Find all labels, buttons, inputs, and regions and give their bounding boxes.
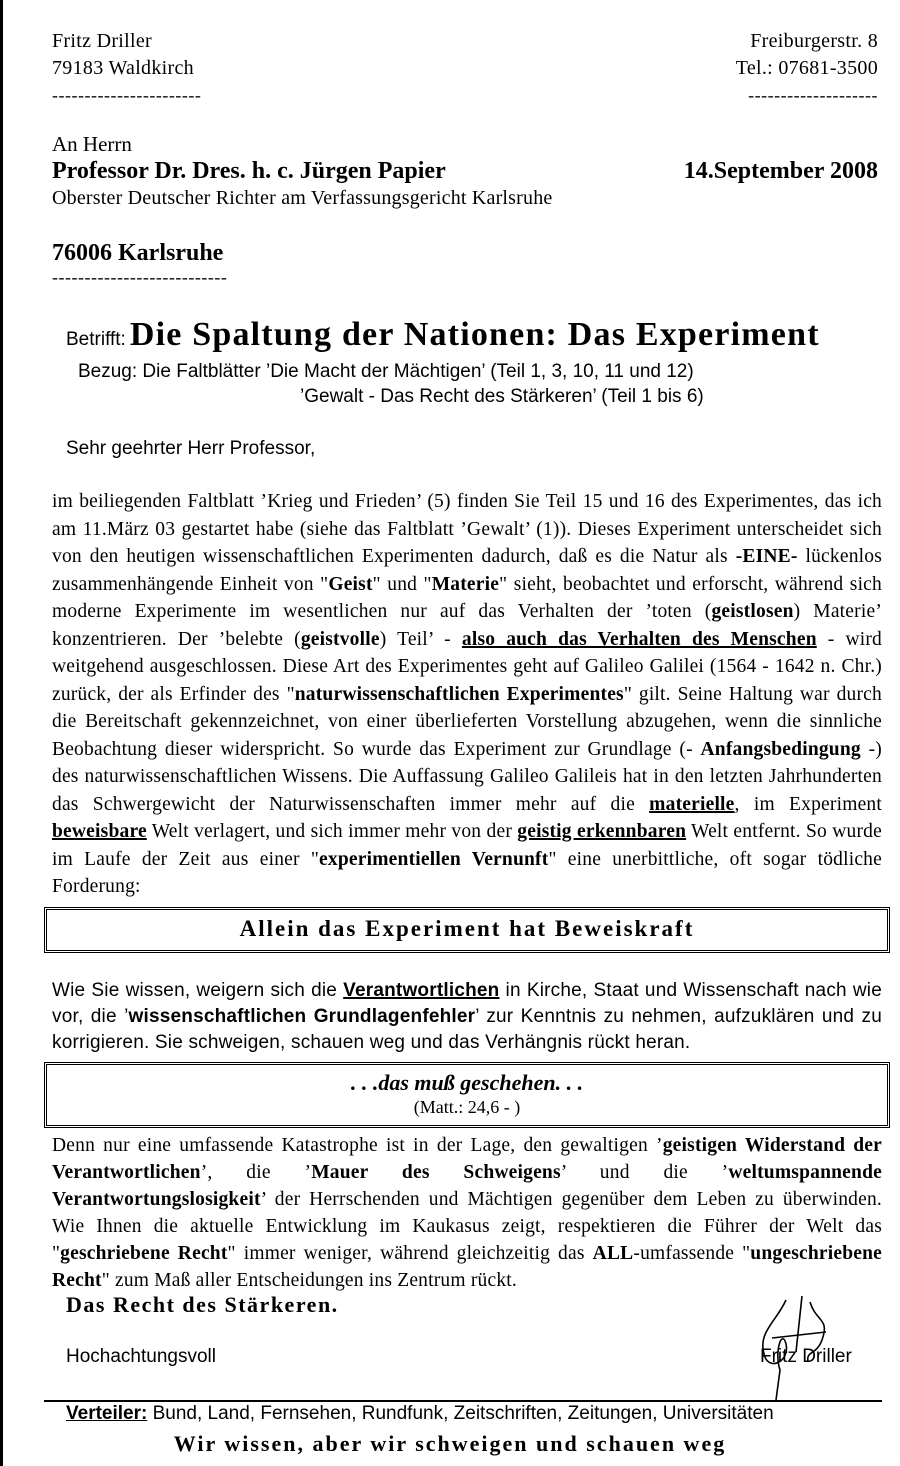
signoff: Hochachtungsvoll — [66, 1346, 216, 1367]
contact-divider: -------------------- — [748, 85, 878, 105]
text-run: ’ der Herrschenden und Mächtigen gegenüber dem Leben zu überwinden. Wie Ihnen die aktuelle Entwicklung im Kaukasus zeigt, respektieren die Führer der Welt das " — [52, 1189, 882, 1264]
text-run: Welt verlagert, und sich immer mehr von der — [146, 821, 518, 842]
subject-label: Betrifft: — [66, 329, 126, 350]
highlight-box: Allein das Experiment hat Beweiskraft — [44, 907, 890, 953]
left-margin-rule — [0, 0, 3, 1466]
distribution-line — [66, 1403, 774, 1425]
reference-line-2: ’Gewalt - Das Recht des Stärkeren’ (Teil 1 bis 6) — [300, 386, 704, 407]
text-run: " immer weniger, während gleichzeitig das — [227, 1243, 593, 1264]
sender-phone: Tel.: 07681-3500 — [735, 57, 878, 79]
letter-date: 14.September 2008 — [683, 158, 878, 184]
recipient-city-text: 76006 Karlsruhe — [52, 240, 224, 266]
recipient-salutation: An Herrn — [52, 132, 132, 156]
reference-line-1: Bezug: Die Faltblätter ’Die Macht der Mächtigen’ (Teil 1, 3, 10, 11 und 12) — [78, 361, 694, 382]
body-paragraph-2 — [52, 978, 882, 1056]
greeting: Sehr geehrter Herr Professor, — [66, 438, 316, 459]
bold-run: ALL — [592, 1243, 634, 1264]
text-run: im beiliegenden Faltblatt ’Krieg und Frieden’ (5) finden Sie Teil 15 und 16 des Experimentes, das ich am 11.März 03 gestartet habe (siehe das Faltblatt ’Gewalt’ (1)). Dieses Experiment unterscheidet sich von den heutigen wissenschaftlichen Experimenten dadurch, daß es die Natur als — [52, 491, 882, 567]
quote-text: . . .das muß geschehen. . . — [350, 1070, 584, 1095]
underlined-run: materielle — [649, 793, 735, 815]
text-run: ) Teil’ - — [379, 628, 462, 650]
text-run: " und " — [372, 573, 432, 595]
bold-run: Anfangsbedingung — [700, 738, 861, 760]
text-run: , im Experiment — [734, 793, 882, 815]
bold-run: geschriebene Recht — [60, 1243, 228, 1264]
text-run: Denn nur eine umfassende Katastrophe ist in der Lage, den gewaltigen ’ — [52, 1135, 663, 1156]
text-run: ’, die ’ — [200, 1162, 312, 1183]
text-run: Welt entfernt. So wurde im Laufe der Zeit aus einer " — [52, 821, 882, 870]
text-run: " eine unerbittliche, oft sogar tödliche Forderung: — [52, 848, 882, 897]
quote-citation: (Matt.: 24,6 - ) — [413, 1097, 521, 1117]
contact-block — [736, 28, 878, 109]
text-run: - wird weitgehend ausgeschlossen. Diese Art des Experimentes geht auf Galileo Galilei (1564 - 1642 n. Chr.) zurück, der als Erfinder des " — [52, 628, 883, 705]
recipient-name: Professor Dr. Dres. h. c. Jürgen Papier — [52, 158, 446, 184]
underlined-run: geistig erkennbaren — [517, 821, 687, 842]
text-run: in Kirche, Staat und Wissenschaft nach wie vor, die ’ — [52, 980, 882, 1027]
bold-run: geistigen Widerstand der Verantwortlichen — [52, 1135, 883, 1183]
recipient-city — [52, 240, 227, 288]
underlined-run: beweisbare — [52, 821, 147, 842]
text-run: " sieht, beobachtet und erforscht, während sich moderne Experimente im wesentlichen nur auf das Verhalten der ’toten ( — [52, 573, 882, 622]
recipient-role: Oberster Deutscher Richter am Verfassungsgericht Karlsruhe — [52, 187, 553, 209]
bold-run: geistlosen — [711, 601, 794, 622]
underlined-run: also auch das Verhalten des Menschen — [461, 628, 817, 650]
bold-run: weltumspannende Verantwortungslosigkeit — [52, 1162, 882, 1210]
underlined-run: Verantwortlichen — [343, 980, 500, 1001]
text-run: -) des naturwissenschaftlichen Wissens. Die Auffassung Galileo Galileis hat in den letzten Jahrhunderten das Schwergewicht der Naturwissenschaften immer mehr auf die — [52, 738, 882, 815]
body-paragraph-3 — [52, 1132, 882, 1294]
bold-run: wissenschaftlichen Grundlagenfehler — [128, 1006, 476, 1027]
signature-name: Fritz Driller — [760, 1346, 852, 1367]
text-run: " zum Maß aller Entscheidungen ins Zentrum rückt. — [101, 1270, 517, 1291]
bold-run: experimentiellen Vernunft — [319, 848, 549, 870]
text-run: " gilt. Seine Haltung war durch die Bereitschaft gekennzeichnet, von einer überlieferten Vorstellung abzugehen, wenn die sinnliche Beobachtung dieser widerspricht. So wurde das Experiment zur Grundlage (- — [52, 683, 882, 760]
sender-name: Fritz Driller — [52, 30, 152, 52]
quote-box — [44, 1062, 890, 1128]
subject-title: Die Spaltung der Nationen: Das Experiment — [129, 316, 820, 353]
sender-divider: ----------------------- — [52, 85, 202, 105]
subject-line — [66, 316, 820, 354]
bold-run: ungeschriebene Recht — [52, 1243, 883, 1291]
text-run: lückenlos zusammenhängende Einheit von " — [52, 546, 882, 595]
distribution-list: Bund, Land, Fernsehen, Rundfunk, Zeitschriften, Zeitungen, Universitäten — [147, 1403, 774, 1424]
sender-block — [52, 28, 201, 109]
bold-run: -EINE- — [735, 546, 798, 567]
bold-run: Mauer des Schweigens — [311, 1162, 561, 1183]
bold-run: geistvolle — [300, 628, 380, 650]
body-paragraph-1 — [52, 488, 882, 901]
text-run: ’ zur Kenntnis zu nehmen, aufzuklären und zu korrigieren. Sie schweigen, schauen weg und das Verhängnis rückt heran. — [52, 1006, 882, 1053]
sender-street: Freiburgerstr. 8 — [750, 30, 878, 52]
footer-rule — [44, 1400, 882, 1402]
closing-statement: Das Recht des Stärkeren. — [66, 1292, 339, 1317]
text-run: Wie Sie wissen, weigern sich die — [52, 980, 344, 1001]
footer-motto: Wir wissen, aber wir schweigen und schauen weg — [173, 1431, 727, 1456]
bold-run: naturwissenschaftlichen Experimentes — [294, 683, 624, 705]
text-run: ’ und die ’ — [560, 1162, 729, 1183]
text-run: -umfassende " — [633, 1243, 751, 1264]
sender-city: 79183 Waldkirch — [52, 57, 194, 79]
bold-run: Geist — [328, 573, 373, 595]
text-run: ) Materie’ konzentrieren. Der ’belebte ( — [52, 601, 883, 650]
distribution-label: Verteiler: — [66, 1403, 148, 1424]
recipient-divider: --------------------------- — [52, 267, 228, 287]
bold-run: Materie — [431, 573, 500, 595]
